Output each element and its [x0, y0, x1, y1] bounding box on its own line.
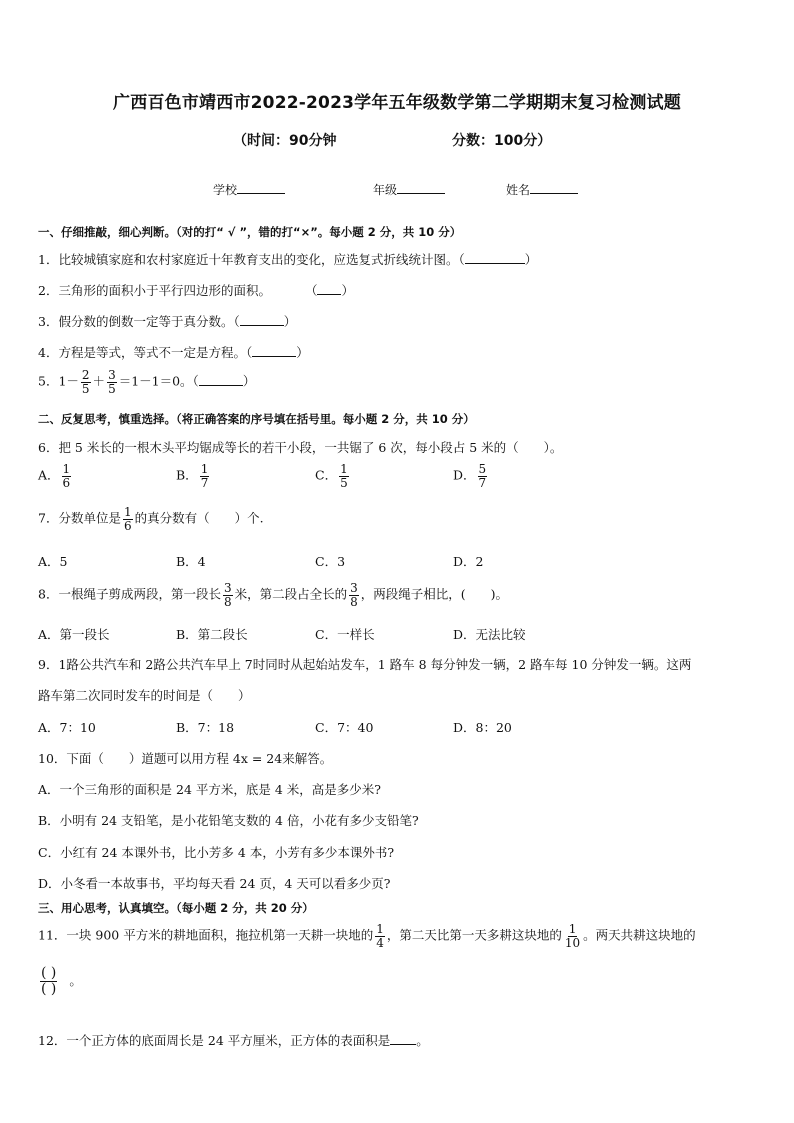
option-9a[interactable]: A．7：10 — [38, 720, 96, 735]
answer-fraction-11[interactable]: $\frac{( )}{( )}$ — [41, 965, 57, 997]
answer-blank-4[interactable] — [252, 345, 296, 357]
question-4-close: ） — [296, 345, 309, 360]
option-7a[interactable]: A．5 — [38, 554, 68, 569]
question-4-text: 4．方程是等式，等式不一定是方程。（ — [38, 345, 253, 360]
fraction: $\frac{2}{5}$ — [81, 368, 90, 396]
option-8b[interactable]: B．第二段长 — [176, 627, 248, 642]
question-1-text: 1．比较城镇家庭和农村家庭近十年教育支出的变化，应选复式折线统计图。（ — [38, 252, 465, 267]
answer-blank-3[interactable] — [240, 314, 284, 326]
school-field[interactable] — [213, 181, 285, 198]
grade-field[interactable] — [373, 181, 445, 198]
option-8a[interactable]: A．第一段长 — [38, 627, 110, 642]
section-3-heading: 三、用心思考，认真填空。（每小题 2 分，共 20 分） — [38, 901, 314, 915]
fraction: $\frac{3}{5}$ — [108, 368, 116, 396]
fraction: $\frac{1}{4}$ — [376, 922, 384, 950]
option-7c[interactable]: C．3 — [315, 554, 346, 569]
question-9-line-2: 路车第二次同时发车的时间是（ ） — [38, 688, 251, 703]
name-blank[interactable] — [530, 181, 578, 194]
answer-blank-2[interactable] — [317, 283, 341, 295]
option-10a[interactable]: A．一个三角形的面积是 24 平方米，底是 4 米，高是多少米? — [38, 782, 381, 797]
answer-blank-12[interactable] — [390, 1033, 416, 1045]
fraction: $\frac{1}{6}$ — [123, 505, 132, 533]
question-2-text: 2．三角形的面积小于平行四边形的面积。 — [38, 283, 271, 298]
answer-blank-5[interactable] — [199, 374, 243, 386]
option-6c[interactable]: C． $\frac{1}{5}$ — [315, 462, 348, 490]
option-6a[interactable]: A． $\frac{1}{6}$ — [38, 462, 71, 490]
option-9b[interactable]: B．7：18 — [176, 720, 235, 735]
grade-blank[interactable] — [397, 181, 445, 194]
question-8: 8．一根绳子剪成两段，第一段长 $\frac{3}{8}$ 米，第二段占全长的 $\frac{3}{8}$ ，两段绳子相比，( )。 — [38, 581, 509, 609]
question-4 — [38, 343, 309, 361]
page-title: 广西百色市靖西市2022-2023学年五年级数学第二学期期末复习检测试题 — [113, 93, 681, 113]
question-7: 7．分数单位是 $\frac{1}{6}$ 的真分数有（ ）个. — [38, 505, 264, 533]
exam-score: 分数：100分） — [452, 133, 552, 149]
answer-blank-1[interactable] — [465, 252, 525, 264]
school-blank[interactable] — [237, 181, 285, 194]
option-7d[interactable]: D．2 — [453, 554, 484, 569]
option-10b[interactable]: B．小明有 24 支铅笔，是小花铅笔支数的 4 倍，小花有多少支铅笔? — [38, 813, 419, 828]
question-5-text: 5．1－ — [38, 373, 79, 389]
question-5: 5．1－ $\frac{2}{5}$ ＋ $\frac{3}{5}$ ＝1－1＝0。（ ） — [38, 368, 256, 396]
option-6d[interactable]: D． $\frac{5}{7}$ — [453, 462, 487, 490]
question-2 — [38, 281, 354, 299]
question-6: 6．把 5 米长的一根木头平均锯成等长的若干小段，一共锯了 6 次，每小段占 5 米的（ ）。 — [38, 440, 563, 455]
fraction: $\frac{3}{8}$ — [350, 581, 358, 609]
question-2-close: ） — [341, 283, 354, 298]
question-10: 10．下面（ ）道题可以用方程 4x = 24来解答。 — [38, 751, 333, 766]
question-12: 12．一个正方体的底面周长是 24 平方厘米，正方体的表面积是 。 — [38, 1033, 429, 1048]
option-6b[interactable]: B． $\frac{1}{7}$ — [176, 462, 209, 490]
section-1-heading: 一、仔细推敲，细心判断。（对的打“ √ ”，错的打“×”。每小题 2 分，共 10 分） — [38, 225, 462, 239]
name-label: 姓名 — [506, 183, 531, 197]
fraction: $\frac{3}{8}$ — [223, 581, 232, 609]
question-9-line-1: 9．1路公共汽车和 2路公共汽车早上 7时同时从起始站发车，1 路车 8 每分钟发一辆，2 路车每 10 分钟发一辆。这两 — [38, 657, 692, 672]
question-1 — [38, 250, 537, 268]
option-7b[interactable]: B．4 — [176, 554, 206, 569]
question-11: 11．一块 900 平方米的耕地面积，拖拉机第一天耕一块地的 $\frac{1}{4}$ ，第二天比第一天多耕这块地的 $\frac{1}{10}$ 。两天共耕这块地的 — [38, 922, 696, 950]
option-10d[interactable]: D．小冬看一本故事书，平均每天看 24 页，4 天可以看多少页? — [38, 876, 391, 891]
question-1-close: ） — [524, 252, 538, 267]
option-9d[interactable]: D．8：20 — [453, 720, 512, 735]
fraction: $\frac{1}{10}$ — [564, 922, 581, 950]
option-8c[interactable]: C．一样长 — [315, 627, 375, 642]
question-3-text: 3．假分数的倒数一定等于真分数。（ — [38, 314, 240, 329]
exam-time: （时间：90分钟 — [233, 133, 337, 149]
question-3 — [38, 312, 296, 330]
question-3-close: ） — [283, 314, 297, 329]
question-11-answer[interactable]: $\frac{( )}{( )}$ 。 — [41, 965, 82, 997]
section-2-heading: 二、反复思考，慎重选择。（将正确答案的序号填在括号里。每小题 2 分，共 10 分） — [38, 412, 475, 426]
option-8d[interactable]: D．无法比较 — [453, 627, 526, 642]
question-2-open: （ — [304, 283, 318, 298]
option-9c[interactable]: C．7：40 — [315, 720, 374, 735]
school-label: 学校 — [213, 183, 238, 197]
grade-label: 年级 — [373, 183, 398, 197]
name-field[interactable] — [506, 181, 578, 198]
option-10c[interactable]: C．小红有 24 本课外书，比小芳多 4 本，小芳有多少本课外书? — [38, 845, 395, 860]
